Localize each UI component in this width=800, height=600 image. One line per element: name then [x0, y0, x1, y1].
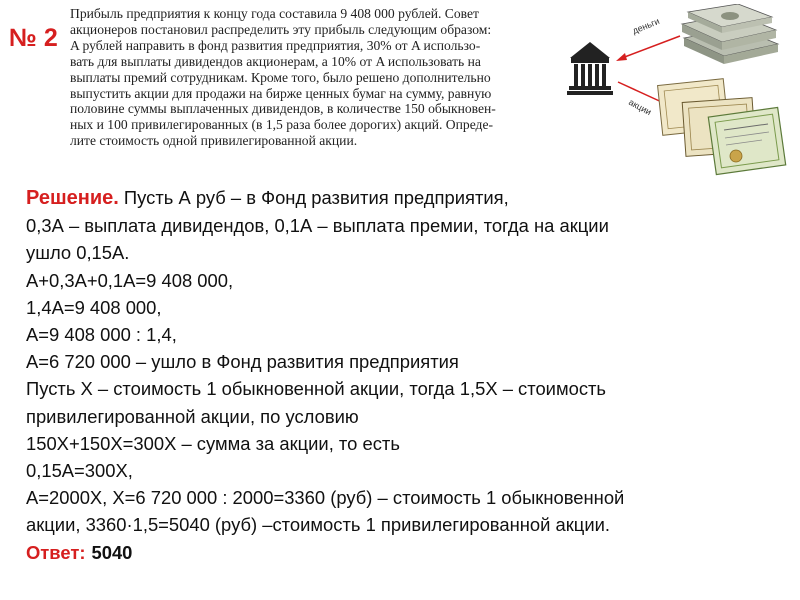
solution-line: А+0,3А+0,1А=9 408 000, [26, 269, 234, 291]
solution-line: Пусть Х – стоимость 1 обыкновенной акции, тогда 1,5Х – стоимость [26, 378, 607, 400]
money-stack-icon [682, 4, 778, 64]
answer-line [26, 539, 796, 566]
problem-line: ных и 100 привилегированных (в 1,5 раза более дорогих) акций. Опреде- [70, 117, 494, 133]
share-certificates-icon [658, 79, 786, 175]
problem-line: Прибыль предприятия к концу года составила 9 408 000 рублей. Совет [70, 6, 479, 21]
problem-line: лите стоимость одной привилегированной акции. [70, 133, 358, 149]
problem-number: № 2 [9, 24, 58, 52]
answer-value: 5040 [91, 541, 133, 563]
solution-line: А=9 408 000 : 1,4, [26, 324, 177, 346]
bank-building-icon [567, 42, 613, 95]
money-arrow [616, 36, 680, 61]
problem-line: вать для выплаты дивидендов акционерам, а 10% от A использовать на [70, 53, 481, 69]
solution-line: А=6 720 000 – ушло в Фонд развития предприятия [26, 351, 459, 373]
money-arrow-label: деньги [631, 16, 661, 36]
solution-line: акции, 3360·1,5=5040 (руб) –стоимость 1 привилегированной акции. [26, 514, 610, 536]
solution-block [26, 184, 796, 566]
solution-line: привилегированной акции, по условию [26, 405, 359, 427]
problem-line: выпустить акции для продажи на бирже ценных бумаг на сумму, равную [70, 85, 492, 101]
solution-line: Пусть А руб – в Фонд развития предприятия, [118, 187, 509, 208]
solution-line: 0,3А – выплата дивидендов, 0,1А – выплата премии, тогда на акции [26, 215, 609, 237]
problem-statement [70, 6, 548, 149]
solution-first-line [26, 184, 796, 212]
solution-line: 150Х+150Х=300Х – сумма за акции, то есть [26, 432, 400, 454]
problem-line: выплаты премий сотрудникам. Кроме того, было решено дополнительно [70, 69, 491, 85]
answer-label: Ответ: [26, 541, 86, 563]
problem-line: A рублей направить в фонд развития предприятия, 30% от A использо- [70, 37, 481, 53]
shares-arrow-label: акции [627, 96, 654, 118]
solution-line: А=2000Х, Х=6 720 000 : 2000=3360 (руб) – стоимость 1 обыкновенной [26, 487, 625, 509]
problem-line: акционеров постановил распределить эту прибыль следующим образом: [70, 21, 492, 37]
solution-line: 0,15А=300Х, [26, 460, 133, 482]
solution-heading: Решение. [26, 187, 119, 209]
solution-line: 1,4А=9 408 000, [26, 296, 162, 318]
illustration [562, 4, 794, 182]
problem-line: половине суммы выплаченных дивидендов, в количестве 150 обыкновен- [70, 101, 496, 117]
solution-line: ушло 0,15А. [26, 242, 130, 264]
